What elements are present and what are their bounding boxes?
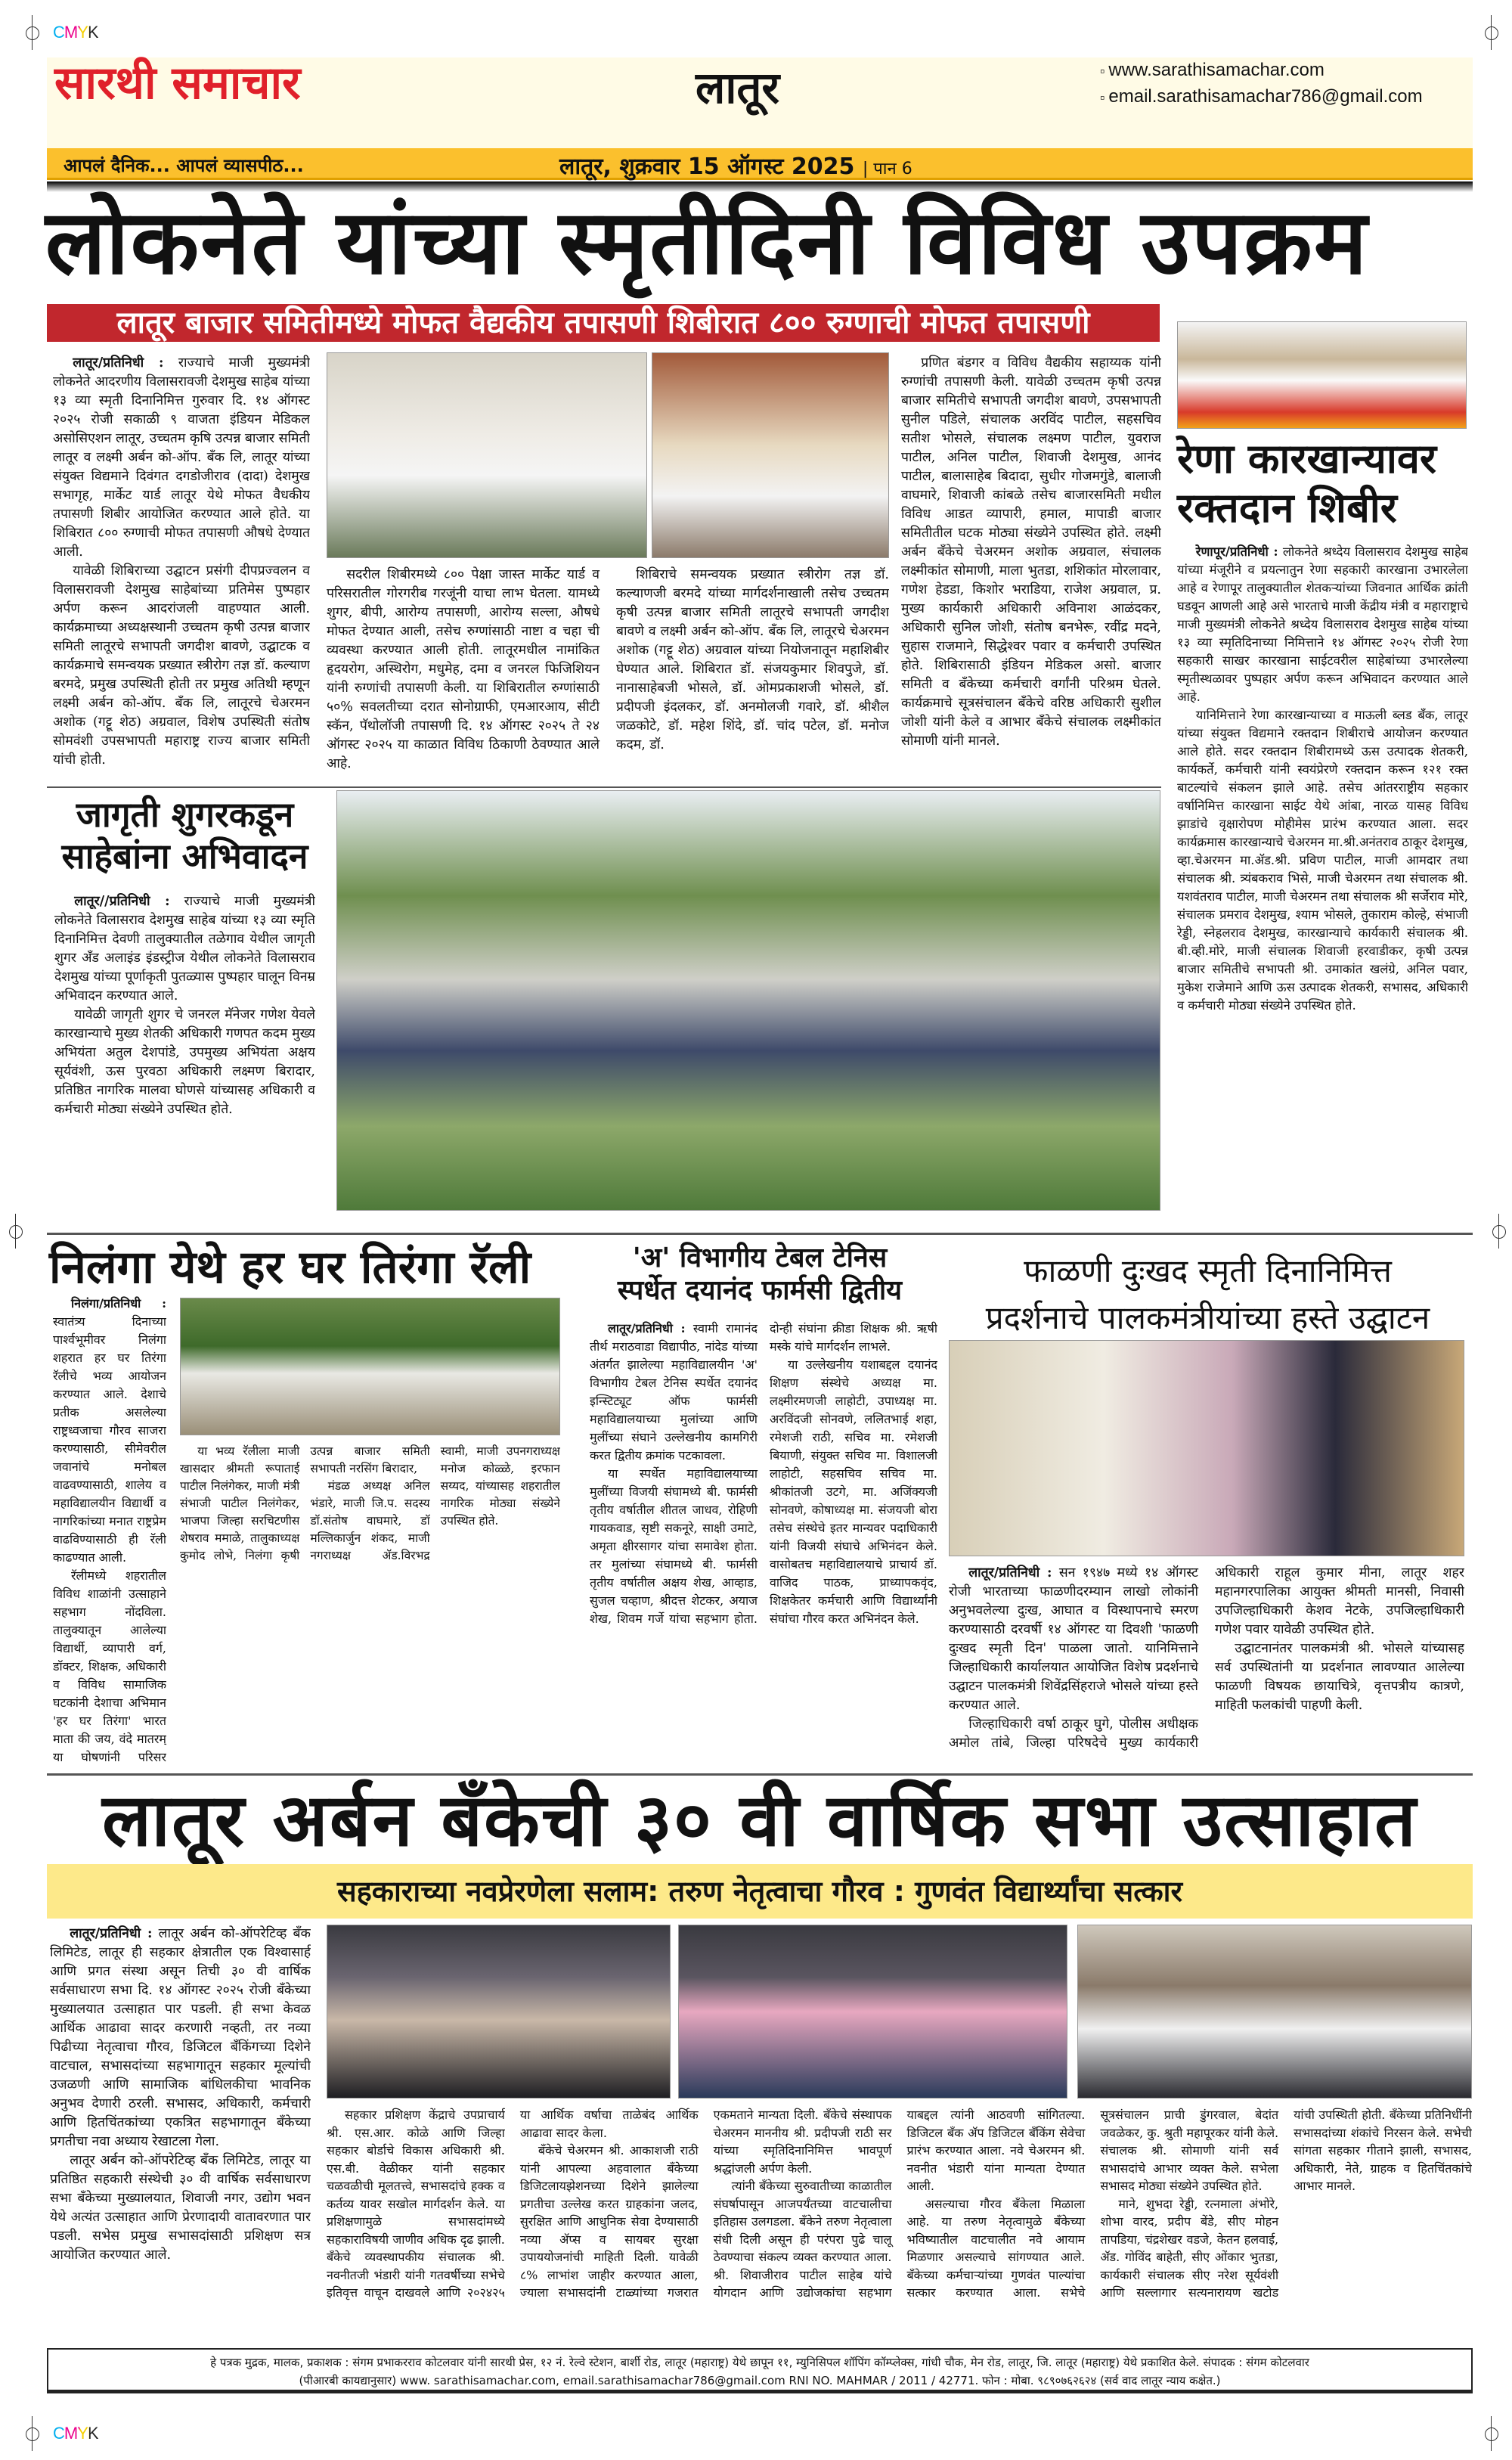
article-text: यावेळी जागृती शुगर चे जनरल मॅनेजर गणेश येवले कारखान्याचे मुख्य शेतकी अधिकारी गणपत कदम मुख्य अभियंता अतुल देशपांडे, उपमुख्य अभियंता अक्षय सूर्यवंशी, ऊस पुरवठा अधिकारी लक्ष्मण बिरादार, प्रतिष्ठित नागरिक मालवा घोणसे यांच्यासह अधिकारी व कर्मचारी मोठ्या संख्येने उपस्थित होते.	[54, 1007, 315, 1117]
headline-line: स्पर्धेत दयानंद फार्मसी द्वितीय	[617, 1275, 903, 1307]
article-text: या भव्य रॅलीला माजी खासदार श्रीमती रूपाताई पाटील निलंगेकर, माजी मंत्री संभाजी पाटील निलंगेकर, भाजपा जिल्हा सरचिटणीस शेषराव ममाळे, तालुकाध्यक्ष कुमोद लोभे, निलंगा कृषी उत्पन्न बाजार समिती सभापती नरसिंग बिरादार,	[180, 1444, 430, 1562]
nilanga-col1	[53, 1295, 166, 1767]
article-text: त्यांनी बँकेच्या सुरुवातीच्या काळातील संघर्षापासून आजपर्यंतच्या वाटचालीचा इतिहास उलगडला. बँकेने तरुण नेतृत्वाला संधी दिली असून ही परंपरा पुढे चालू ठेवण्याचा संकल्प व्यक्त करण्यात आला. श्री. शिवाजीराव पाटील साहेब यांचे योगदान आणि उद्योजकांचा सहभाग याबद्दल त्यांनी आठवणी सांगितल्या. डिजिटल बँक ॲप डिजिटल बँकिंग सेवेचा प्रारंभ करण्यात आला. नवे चेअरमन श्री. नवनीत भंडारी यांना मान्यता देण्यात आली.	[713, 2108, 1086, 2300]
article-text: लातूर अर्बन को-ऑपरेटिव्ह बँक लिमिटेड, लातूर या प्रतिष्ठित सहकारी संस्थेची ३० वी वार्षिक सर्वसाधारण सभा बँकेच्या मुख्यालयात, शिवाजी नगर, उद्योग भवन येथे अत्यंत उत्साहात आणि प्रेरणादायी वातावरणात पार पडली. सभेस प्रमुख सभासदांसाठी प्रशिक्षण सत्र आयोजित करण्यात आले.	[50, 2153, 311, 2263]
article-text: प्रणित बंडगर व विविध वैद्यकीय सहाय्यक यांनी रुग्णांची तपासणी केली. यावेळी उच्चतम कृषी उत्पन्न बाजार समितीचे सभापती जगदीश बावणे, उपसभापती सुनील पडिले, संचालक अरविंद पाटील, सहसचिव सतीश भोसले, संचालक लक्ष्मण पाटील, युवराज पाटील, अनिल पाटील, शिवाजी देशमुख, आनंद पाटील, बालासाहेब बिदादा, सुधीर गोजमगुंडे, बालाजी वाघमारे, शिवाजी कांबळे तसेच बाजारसमिती मधील विविध आडत व्यापारी, हमाल, मापाडी बाजार समितीतील घटक मोठ्या संख्येने उपस्थित होते. लक्ष्मी अर्बन बँकेचे चेअरमन अशोक अग्रवाल, संचालक लक्ष्मीकांत सोमाणी, माला भुतडा, शशिकांत मोरलावार, गणेश हेडडा, किशोर भराडिया, राजेश अग्रवाल, प्र. मुख्य कार्यकारी अधिकारी अविनाश आळंदकर, अधिकारी सुनिल जोशी, संतोष बनभेरू, रवींद्र मदने, सुहास राजमाने, सिद्धेश्वर पवार व कर्मचारी उपस्थित होते. शिबिरासाठी इंडियन मेडिकल असो. बाजार समिती व बँकेच्या कर्मचारी वर्गांनी परिश्रम घेतले. कार्यक्रमाचे सूत्रसंचालन बँकेचे वरिष्ठ अधिकारी सुशील जोशी यांनी केले व आभार बँकेचे संचालक लक्ष्मीकांत सोमाणी यांनी मानले.	[901, 355, 1161, 749]
registration-mark	[23, 2416, 42, 2451]
falni-article	[949, 1564, 1464, 1768]
headline-line: फाळणी दुःखद स्मृती दिनानिमित्त	[1024, 1252, 1392, 1289]
cmyk-text: CMYK	[53, 23, 98, 42]
headline-line: जागृती शुगरकडून	[76, 794, 294, 835]
main-headline: लोकनेते यांच्या स्मृतीदिनी विविध उपक्रम	[45, 190, 1369, 294]
page-number: | पान 6	[862, 160, 912, 178]
article-text: माने, शुभदा रेड्डी, रत्नमाला अंभोरे, शोभा वारद, प्रदीप बेंडे, सीए मोहन तापडिया, चंद्रशेखर वडजे, केतन हलवाई, ॲड. गोविंद बाहेती, सीए ओंकार भुतडा, कार्यकारी संचालक सीए नरेश सूर्यवंशी आणि सल्लागार सत्यनारायण खटोड यांची उपस्थिती होती. बँकेच्या प्रतिनिधींनी सभासदांच्या शंकांचे निरसन केले. सभेची सांगता सहकार गीताने झाली, सभासद, अधिकारी, नेते, ग्राहक व हितचिंतकांचे आभार मानले.	[1100, 2108, 1472, 2300]
article-text: जिल्हाधिकारी वर्षा ठाकूर घुगे, पोलीस अधीक्षक अमोल तांबे, जिल्हा परिषदेचे मुख्य कार्यकारी अधिकारी राहूल कुमार मीना, लातूर शहर महानगरपालिका आयुक्त श्रीमती मानसी, निवासी उपजिल्हाधिकारी केशव नेटके, उपजिल्हाधिकारी गणेश पवार यावेळी उपस्थित होते.	[949, 1565, 1464, 1751]
headline-line: साहेबांना अभिवादन	[61, 836, 308, 877]
medical-camp-photo	[327, 352, 647, 558]
medical-camp-col3	[901, 354, 1161, 785]
rena-article	[1177, 543, 1468, 1212]
article-dateline: लातूर/प्रतिनिधी :	[73, 355, 164, 371]
tribute-photo	[652, 352, 889, 558]
imprint-line: हे पत्रक मुद्रक, मालक, प्रकाशक : संगम प्रभाकरराव कोटलवार यांनी सारथी प्रेस, १२ नं. रेल्वे स्टेशन, बार्शी रोड, लातूर (महाराष्ट्र) येथे छापून ११, म्युनिसिपल शॉपिंग कॉम्प्लेक्स, गांधी चौक, मेन रोड, लातूर, जि. लातूर (महाराष्ट्र) येथे प्रकाशित केले. संपादक : संगम कोटलवार	[210, 2356, 1309, 2369]
cmyk-mark-bottom	[53, 2424, 98, 2443]
registration-mark	[23, 15, 42, 50]
medical-camp-headline: लातूर बाजार समितीमध्ये मोफत वैद्यकीय तपासणी शिबीरात ८०० रुग्णाची मोफत तपासणी	[47, 304, 1160, 342]
headline-line: प्रदर्शनाचे पालकमंत्रीयांच्या हस्ते उद्घाटन	[985, 1299, 1430, 1336]
article-text: बँकेचे चेअरमन श्री. आकाशजी राठी यांनी आपल्या अहवालात बँकेच्या डिजिटलायझेशनच्या दिशेने झालेल्या प्रगतीचा उल्लेख करत ग्राहकांना जलद, सुरक्षित आणि आधुनिक सेवा देण्यासाठी नव्या ॲप्स व सायबर सुरक्षा उपाययोजनांची माहिती दिली. यावेळी ८% लाभांश जाहीर करण्यात आला, ज्याला सभासदांनी टाळ्यांच्या गजरात एकमताने मान्यता दिली. बँकेचे संस्थापक चेअरमन माननीय श्री. प्रदीपजी राठी सर यांच्या स्मृतिदिनानिमित्त भावपूर्ण श्रद्धांजली अर्पण केली.	[519, 2108, 892, 2300]
date-text: लातूर, शुक्रवार 15 ऑगस्ट 2025	[559, 154, 855, 180]
registration-mark	[1489, 1214, 1509, 1249]
dateline	[559, 150, 912, 181]
article-text: राज्याचे माजी मुख्यमंत्री लोकनेते विलासराव देशमुख साहेब यांच्या १३ व्या स्मृति दिनानिमित्त देवणी तालुक्यातील तळेगाव येथील जागृती शुगर अँड अलाइंड इंडस्ट्रीज येथील लोकनेते विलासराव देशमुख यांच्या पूर्णाकृती पुतळ्यास पुष्पहार घालून विनम्र अभिवादन करण्यात आले.	[54, 894, 315, 1004]
bank-meeting-photo-2	[678, 1925, 1067, 2099]
headline-line: रेणा कारखान्यावर	[1177, 435, 1436, 482]
divider	[47, 786, 1161, 788]
urban-bank-headline: लातूर अर्बन बँकेची ३० वी वार्षिक सभा उत्साहात	[102, 1778, 1418, 1863]
falni-headline	[945, 1248, 1470, 1342]
urban-bank-subheadline: सहकाराच्या नवप्रेरणेला सलाम: तरुण नेतृत्वाचा गौरव : गुणवंत विद्यार्थ्यांचा सत्कार	[47, 1864, 1473, 1919]
imprint-box	[47, 2348, 1473, 2393]
medical-camp-col1	[53, 354, 310, 785]
article-text: या स्पर्धेत महाविद्यालयाच्या मुलींच्या विजयी संघामध्ये बी. फार्मसी तृतीय वर्षातील शीतल जाधव, रोहिणी गायकवाड, सृष्टी सकनूरे, साक्षी उमाटे, अमृता क्षीरसागर यांचा समावेश होता. तर मुलांच्या संघामध्ये बी. फार्मसी तृतीय वर्षातील अक्षय शेख, आव्हाड, सुजल चव्हाण, श्रीदत्त शेटकर, अयाज शेख, शिवम गर्जे यांचा सहभाग होता. दोन्ही संघांना क्रीडा शिक्षक श्री. ऋषी मस्के यांचे मार्गदर्शन लाभले.	[590, 1321, 937, 1626]
article-dateline: लातूर/प्रतिनिधी :	[608, 1321, 686, 1335]
article-text: सन १९४७ मध्ये १४ ऑगस्ट रोजी भारताच्या फाळणीदरम्यान लाखो लोकांनी अनुभवलेल्या दुःख, आघात व विस्थापनाचे स्मरण करण्यासाठी दरवर्षी १४ ऑगस्ट या दिवशी 'फाळणी दुःखद स्मृती दिन' पाळला जातो. यानिमित्ताने जिल्हाधिकारी कार्यालयात आयोजित विशेष प्रदर्शनाचे उद्घाटन पालकमंत्री शिवेंद्रसिंहराजे भोसले यांच्या हस्ते करण्यात आले.	[949, 1565, 1198, 1713]
article-text: स्वामी रामानंद तीर्थ मराठवाडा विद्यापीठ, नांदेड यांच्या अंतर्गत झालेल्या महाविद्यालयीन 'अ' विभागीय टेबल टेनिस स्पर्धेत दयानंद इन्स्टिट्यूट ऑफ फार्मसी महाविद्यालयाच्या मुलांच्या आणि मुलींच्या संघाने उल्लेखनीय कामगिरी करत द्वितीय क्रमांक पटकावला.	[590, 1321, 758, 1463]
email-link[interactable]: ▫ email.sarathisamachar786@gmail.com	[1100, 84, 1423, 110]
article-dateline: लातूर/प्रतिनिधी :	[70, 1926, 153, 1941]
cmyk-mark	[53, 23, 98, 42]
article-text: यावेळी शिबिराच्या उद्घाटन प्रसंगी दीपप्रज्वलन व विलासरावजी देशमुख साहेबांच्या प्रतिमेस पुष्पहार अर्पण करून आदरांजली वाहण्यात आली. कार्यक्रमाच्या अध्यक्षस्थानी उच्चतम कृषी उत्पन्न बाजार समिती लातूरचे सभापती जगदीश बावणे, उद्घाटक व कार्यक्रमाचे समन्वयक प्रख्यात स्त्रीरोग तज्ञ डॉ. कल्याण बरमदे, प्रमुख उपस्थिती होती तर प्रमुख अतिथी म्हणून लक्ष्मी अर्बन को-ऑप. बँक लि, लातूरचे चेअरमन अशोक (गट्टू शेठ) अग्रवाल, विशेष उपस्थिती संतोष सोमवंशी उपसभापती महाराष्ट्र राज्य बाजार समिती यांची होती.	[53, 563, 310, 768]
rena-headline	[1177, 435, 1472, 533]
nilanga-cols	[180, 1443, 560, 1768]
article-text: असल्याचा गौरव बँकेला मिळाला आहे. या तरुण नेतृत्वामुळे बँकेच्या भविष्यातील वाटचालीत नवे आयाम मिळणार असल्याचे सांगण्यात आले. बँकेच्या कर्मचाऱ्यांच्या गुणवंत पाल्यांचा सत्कार करण्यात आला. सभेचे सूत्रसंचालन प्राची डुंगरवाल, बेदांत जवळेकर, कु. श्रुती महापूरकर यांनी केले. संचालक श्री. सोमाणी यांनी सर्व सभासदांचे आभार व्यक्त केले. सभेला सभासद मोठ्या संख्येने उपस्थित होते.	[906, 2108, 1279, 2300]
jagruti-article	[54, 892, 315, 1210]
article-text: सदरील शिबीरमध्ये ८०० पेक्षा जास्त मार्केट यार्ड व परिसरातील गोरगरीब गरजूंनी याचा लाभ घेतला. यामध्ये शुगर, बीपी, आरोग्य तपासणी, आरोग्य सल्ला, औषधे मोफत देण्यात आली, तसेच रुग्णांसाठी नाष्टा व चहा ची व्यवस्था करण्यात आली होती. लातूरमधील नामांकित हृदयरोग, अस्थिरोग, मधुमेह, दमा व जनरल फिजिशियन यांनी रुग्णांची तपासणी केली. या शिबिरातील रुग्णांसाठी ५०% सवलतीच्या दरात सोनोग्राफी, एमआरआय, सीटी स्कॅन, पॅथोलॉजी तपासणी दि. १४ ऑगस्ट २०२५ ते २४ ऑगस्ट २०२५ या काळात विविध ठिकाणी ठेवण्यात आले आहे.	[327, 567, 600, 771]
registration-mark	[6, 1214, 26, 1249]
jagruti-statue-photo	[336, 790, 1160, 1211]
rena-memorial-photo	[1177, 321, 1467, 429]
headline-line: रक्तदान शिबीर	[1177, 483, 1397, 532]
newspaper-logo: सारथी समाचार	[54, 57, 301, 110]
bank-meeting-photo-3	[1077, 1925, 1472, 2099]
article-text: स्वातंत्र्य दिनाच्या पार्श्वभूमीवर निलंगा शहरात हर घर तिरंगा रॅलीचे भव्य आयोजन करण्यात आले. देशाचे प्रतीक असलेल्या राष्ट्रध्वजाचा गौरव साजरा करण्यासाठी, सीमेवरील जवानांचे मनोबल वाढवण्यासाठी, शालेय व महाविद्यालयीन विद्यार्थी व नागरिकांच्या मनात राष्ट्रप्रेम वाढविण्यासाठी ही रॅली काढण्यात आली.	[53, 1314, 166, 1565]
medical-camp-col2	[327, 566, 889, 781]
nilanga-headline: निलंगा येथे हर घर तिरंगा रॅली	[49, 1241, 531, 1294]
imprint-line: (पीआरबी कायद्यानुसार) www. sarathisamachar.com, email.sarathisamachar786@gmail.com RNI NO. MAHMAR / 2011 / 42771. फोन : मोबा. ९८९०७६२६२४ (सर्व वाद लातूर न्याय कक्षेत.)	[299, 2374, 1221, 2387]
article-dateline: रेणापूर/प्रतिनिधी :	[1195, 544, 1278, 559]
article-text: शिबिराचे समन्वयक प्रख्यात स्त्रीरोग तज्ञ डॉ. कल्याणजी बरमदे यांच्या मार्गदर्शनाखाली तसेच उच्चतम कृषी उत्पन्न बाजार समिती लातूरचे सभापती जगदीश बावणे व लक्ष्मी अर्बन को-ऑप. बँक लि, लातूरचे चेअरमन अशोक (गट्टू शेठ) अग्रवाल यांच्या नियोजनातून महाशिबीर घेण्यात आले. शिबिरात डॉ. संजयकुमार शिवपुजे, डॉ. नानासाहेबजी भोसले, डॉ. ओमप्रकाशजी भोसले, डॉ. प्रदीपजी इंदलकर, डॉ. अनमोलजी गवारे, डॉ. श्रीशैल जळकोटे, डॉ. महेश शिंदे, डॉ. चांद पटेल, डॉ. मनोज कदम, डॉ.	[616, 567, 889, 752]
contact-info	[1100, 57, 1423, 110]
tiranga-rally-photo	[180, 1298, 560, 1435]
article-text: यानिमित्ताने रेणा कारखान्याच्या व माऊली ब्लड बँक, लातूर यांच्या संयुक्त विद्यमाने रक्तदान शिबीराचे आयोजन करण्यात आले होते. सदर रक्तदान शिबीरामध्ये ऊस उत्पादक शेतकरी, कार्यकर्ते, कर्मचारी यांनी स्वयंप्रेरणे रक्तदान करून १२१ रक्त बाटल्यांचे संकलन झाले आहे. तसेच आंतरराष्ट्रीय सहकार वर्षानिमित्त कारखाना साईट येथे आंबा, नारळ यासह विविध झाडांचे वृक्षारोपण मोहीमेस प्रारंभ करण्यात आला. सदर कार्यक्रमास कारखान्याचे चेअरमन मा.श्री.अनंतराव ठाकूर देशमुख, व्हा.चेअरमन मा.ॲड.श्री. प्रविण पाटील, माजी आमदार तथा संचालक श्री. त्र्यंबकराव भिसे, माजी चेअरमन तथा संचालक श्री. यशवंतराव पाटील, माजी चेअरमन तथा संचालक श्री सर्जेराव मोरे, संचालक प्रमराव देशमुख, श्याम भोसले, तुकाराम कोल्हे, संभाजी रेड्डी, स्नेहलराव देशमुख, कारखान्याचे कार्यकारी संचालक श्री. बी.व्ही.मोरे, माजी संचालक शिवाजी हरवाडीकर, कृषी उत्पन्न बाजार समितीचे सभापती श्री. उमाकांत खलंग्रे, अनिल पवार, मुकेश राजेमाने आणि ऊस उत्पादक शेतकरी, सभासद, अधिकारी व कर्मचारी मोठ्या संख्येने उपस्थित होते.	[1177, 708, 1468, 1013]
article-dateline: लातूर/प्रतिनिधी :	[968, 1565, 1052, 1581]
article-dateline: लातूर//प्रतिनिधी :	[74, 894, 170, 909]
cmyk-text: CMYK	[53, 2424, 98, 2443]
divider	[47, 1233, 1473, 1235]
edition-name: लातूर	[696, 62, 780, 113]
headline-line: 'अ' विभागीय टेबल टेनिस	[632, 1242, 888, 1273]
article-text: सहकार प्रशिक्षण केंद्राचे उपप्राचार्य श्री. एस.आर. कोळे आणि जिल्हा सहकार बोर्डाचे विकास अधिकारी श्री. एस.बी. वेळीकर यांनी सहकार चळवळीची मूलतत्त्वे, सभासदांचे हक्क व कर्तव्य यावर सखोल मार्गदर्शन केले. या प्रशिक्षणामुळे सभासदांमध्ये सहकाराविषयी जाणीव अधिक दृढ झाली. बँकेचे व्यवस्थापकीय संचालक श्री. नवनीतजी भंडारी यांनी गतवर्षीच्या सभेचे इतिवृत्त वाचून दाखवले आणि २०२४२५ या आर्थिक वर्षाचा ताळेबंद आर्थिक आढावा सादर केला.	[327, 2108, 699, 2300]
jagruti-headline	[54, 794, 315, 877]
table-tennis-headline	[582, 1242, 937, 1307]
article-text: राज्याचे माजी मुख्यमंत्री लोकनेते आदरणीय विलासरावजी देशमुख साहेब यांच्या १३ व्या स्मृती दिनानिमित्त गुरुवार दि. १४ ऑगस्ट २०२५ रोजी सकाळी ९ वाजता इंडियन मेडिकल असोसिएशन लातूर, उच्चतम कृषि उत्पन्न बाजार समिती लातूर व लक्ष्मी अर्बन को-ऑप. बँक लि, लातूर यांच्या संयुक्त विद्यमाने दिवंगत दगडोजीराव (दादा) देशमुख सभागृह, मार्केट यार्ड लातूर येथे मोफत वैधकीय तपासणी शिबीर आयोजित करण्यात आले होते. या शिबिरात ८०० रुग्णाची मोफत तपासणी औषधे देण्यात आली.	[53, 355, 310, 560]
website-link[interactable]: ▫ www.sarathisamachar.com	[1100, 57, 1423, 84]
article-dateline: निलंगा/प्रतिनिधी :	[71, 1296, 166, 1311]
divider	[47, 1773, 1473, 1776]
article-text: उद्घाटनानंतर पालकमंत्री श्री. भोसले यांच्यासह सर्व उपस्थितांनी या प्रदर्शनात लावण्यात आलेल्या फाळणी विषयक छायाचित्रे, वृत्तपत्रीय कात्रणे, माहिती फलकांची पाहणी केली.	[1215, 1641, 1464, 1713]
table-tennis-article	[590, 1320, 937, 1767]
urban-bank-col1	[50, 1925, 311, 2337]
registration-mark	[1482, 2416, 1501, 2451]
article-text: या उल्लेखनीय यशाबद्दल दयानंद शिक्षण संस्थेचे अध्यक्ष मा. लक्ष्मीरमणजी लाहोटी, उपाध्यक्ष मा. अरविंदजी सोनवणे, ललितभाई शहा, रमेशजी राठी, सचिव मा. रमेशजी बियाणी, संयुक्त सचिव मा. विशालजी लाहोटी, सहसचिव सचिव मा. श्रीकांतजी उटगे, मा. अजिंक्यजी सोनवणे, कोषाध्यक्ष मा. संजयजी बोरा तसेच संस्थेचे इतर मान्यवर पदाधिकारी यांनी विजयी संघाचे अभिनंदन केले. वासोबतच महाविद्यालयाचे प्राचार्य डॉ. वाजिद पाठक, प्राध्यापकवृंद, शिक्षकेतर कर्मचारी आणि विद्यार्थ्यांनी संघांचा गौरव करत अभिनंदन केले.	[770, 1357, 937, 1626]
bank-meeting-photo-1	[327, 1925, 671, 2099]
tagline: आपलं दैनिक... आपलं व्यासपीठ...	[64, 155, 304, 176]
registration-mark	[1482, 15, 1501, 50]
article-text: रॅलीमध्ये शहरातील विविध शाळांनी उत्साहाने सहभाग नोंदविला. तालुक्यातून आलेल्या विद्यार्थी, व्यापारी वर्ग, डॉक्टर, शिक्षक, अधिकारी व विविध सामाजिक घटकांनी देशाचा अभिमान 'हर घर तिरंगा' भारत माता की जय, वंदे मातरम् या घोषणांनी परिसर	[53, 1568, 166, 1764]
urban-bank-cols	[327, 2106, 1472, 2337]
article-text: लोकनेते श्रध्देय विलासराव देशमुख साहेब यांच्या मंजूरीने व प्रयत्नातुन रेणा सहकारी कारखाना उभारलेला आहे व रेणापूर तालुक्यातील शेतकऱ्यांच्या जिवनात आर्थिक क्रांती घडवून आणली आहे असे भारताचे माजी केंद्रीय मंत्री व महाराष्ट्राचे माजी मुख्यमंत्री लोकनेते श्रध्देय विलासराव देशमुख साहेब यांच्या १३ व्या स्मृतिदिनाच्या निमित्ताने १४ ऑगस्ट २०२५ रोजी रेणा सहकारी साखर कारखाना साईटवरील साहेबांच्या उभारलेल्या स्मृतीस्थळावर पुष्पहार अर्पण करून अभिवादन करण्यात आले आहे.	[1177, 544, 1468, 704]
exhibition-photo	[949, 1340, 1464, 1556]
article-text: लातूर अर्बन को-ऑपरेटिव्ह बँक लिमिटेड, लातूर ही सहकार क्षेत्रातील एक विश्वासार्ह आणि प्रगत संस्था असून तिची ३० वी वार्षिक सर्वसाधारण सभा दि. १४ ऑगस्ट २०२५ रोजी बँकेच्या मुख्यालयात उत्साहात पार पडली. ही सभा केवळ आर्थिक आढावा सादर करणारी नव्हती, तर नव्या पिढीच्या नेतृत्वाचा गौरव, डिजिटल बँकिंगच्या दिशेने वाटचाल, सभासदांच्या सहभागातून सहकार मूल्यांची उजळणी आणि सामाजिक बांधिलकीचा भावनिक अनुभव देणारी ठरली. सभासद, अधिकारी, कर्मचारी आणि हितचिंतकांच्या एकत्रित सहभागातून बँकेच्या प्रगतीचा नवा अध्याय रेखाटला गेला.	[50, 1926, 311, 2149]
article-text: मंडळ अध्यक्ष अनिल भंडारे, माजी जि.प. सदस्य डॉ.संतोष वाघमारे, डॉ मल्लिकार्जुन शंकद, माजी नगराध्यक्ष ॲड.विरभद्र स्वामी, माजी उपनगराध्यक्ष मनोज कोळ्ळे, इरफान सय्यद, यांच्यासह शहरातील नागरिक मोठ्या संख्येने उपस्थित होते.	[310, 1444, 560, 1562]
